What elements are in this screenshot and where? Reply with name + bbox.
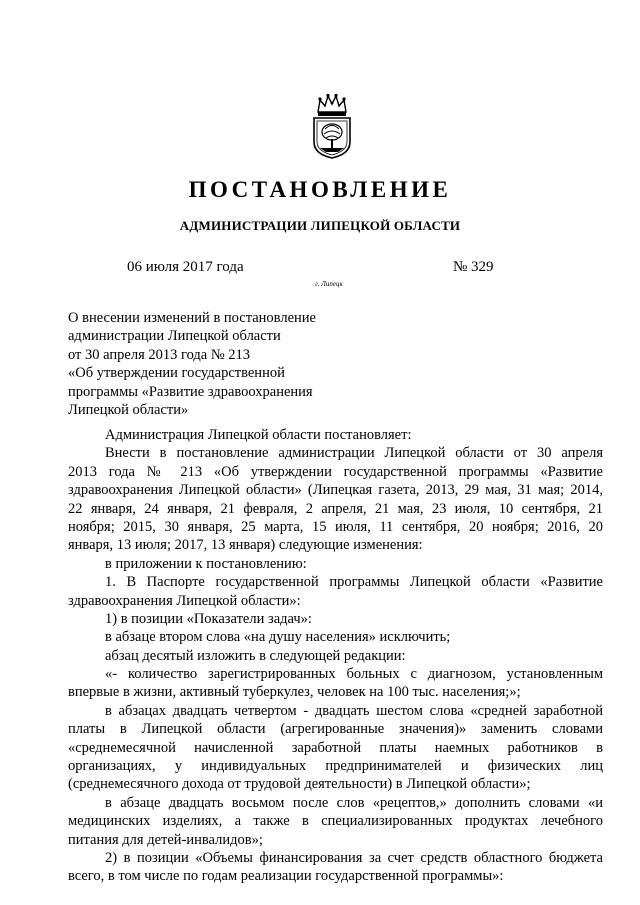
body-line: всего, в том числе по годам реализации государственной программы»: [68, 868, 504, 885]
subject-line: «Об утверждении государственной [68, 365, 285, 382]
body-line: в приложении к постановлению: [105, 555, 307, 572]
body-line: питания для детей-инвалидов»; [68, 831, 263, 848]
body-line: (среднемесячного дохода от трудовой деятельности) в Липецкой области»; [68, 776, 531, 793]
document-date: 06 июля 2017 года [127, 259, 244, 275]
document-body [68, 426, 603, 886]
body-line: в абзацах двадцать четвертом - двадцать шестом слова «средней заработной [105, 702, 603, 719]
body-line: «- количество зарегистрированных больных с диагнозом, установленным [105, 666, 603, 683]
body-line: 1) в позиции «Показатели задач»: [105, 610, 312, 627]
body-line: здравоохранения Липецкой области»: [68, 592, 301, 609]
subject-line: от 30 апреля 2013 года № 213 [68, 346, 251, 363]
document-city: г. Липецк [315, 280, 343, 288]
body-line: в абзаце втором слова «на душу населения» исключить; [105, 629, 451, 646]
body-line: Администрация Липецкой области постановляет: [105, 427, 412, 443]
body-line: впервые в жизни, активный туберкулез, человек на 100 тыс. населения;»; [68, 684, 521, 701]
lipetsk-coat-of-arms-icon [308, 92, 356, 160]
body-line: организациях, у индивидуальных предпринимателей и физических лиц [68, 758, 603, 775]
body-line: медицинских изделиях, а также в специализированных продуктах лечебного [68, 813, 603, 830]
body-line: ноября; 2015, 30 января, 25 марта, 15 июля, 11 сентября, 20 ноября; 2016, 20 [68, 518, 603, 535]
subject-line: программы «Развитие здравоохранения [68, 383, 313, 400]
document-number: № 329 [453, 259, 494, 275]
subject-line: администрации Липецкой области [68, 328, 281, 345]
body-line: Внести в постановление администрации Липецкой области от 30 апреля [105, 445, 603, 462]
body-line: здравоохранения Липецкой области» (Липецкая газета, 2013, 29 мая, 31 мая; 2014, [68, 482, 603, 499]
body-line: абзац десятый изложить в следующей редакции: [105, 647, 406, 664]
body-line: января, 13 июля; 2017, 13 января) следующие изменения: [68, 537, 423, 554]
subject-line: Липецкой области» [68, 402, 189, 419]
body-line: 2013 года № 213 «Об утверждении государственной программы «Развитие [68, 463, 603, 480]
body-line: платы в Липецкой области (агрегированные значения)» заменить словами [68, 721, 603, 738]
subject-line: О внесении изменений в постановление [68, 310, 316, 326]
issuing-authority: АДМИНИСТРАЦИИ ЛИПЕЦКОЙ ОБЛАСТИ [179, 218, 461, 233]
document-subject [68, 309, 368, 419]
body-line: в абзаце двадцать восьмом после слов «рецептов,» дополнить словами «и [105, 794, 603, 811]
body-line: 1. В Паспорте государственной программы Липецкой области «Развитие [105, 574, 603, 591]
document-title: ПОСТАНОВЛЕНИЕ [188, 177, 452, 202]
body-line: 22 января, 24 января, 21 февраля, 2 апреля, 21 мая, 23 июля, 10 сентября, 21 [68, 500, 603, 517]
body-line: «среднемесячной начисленной заработной платы наемных работников в [68, 739, 603, 756]
body-line: 2) в позиции «Объемы финансирования за счет средств областного бюджета [105, 849, 603, 866]
